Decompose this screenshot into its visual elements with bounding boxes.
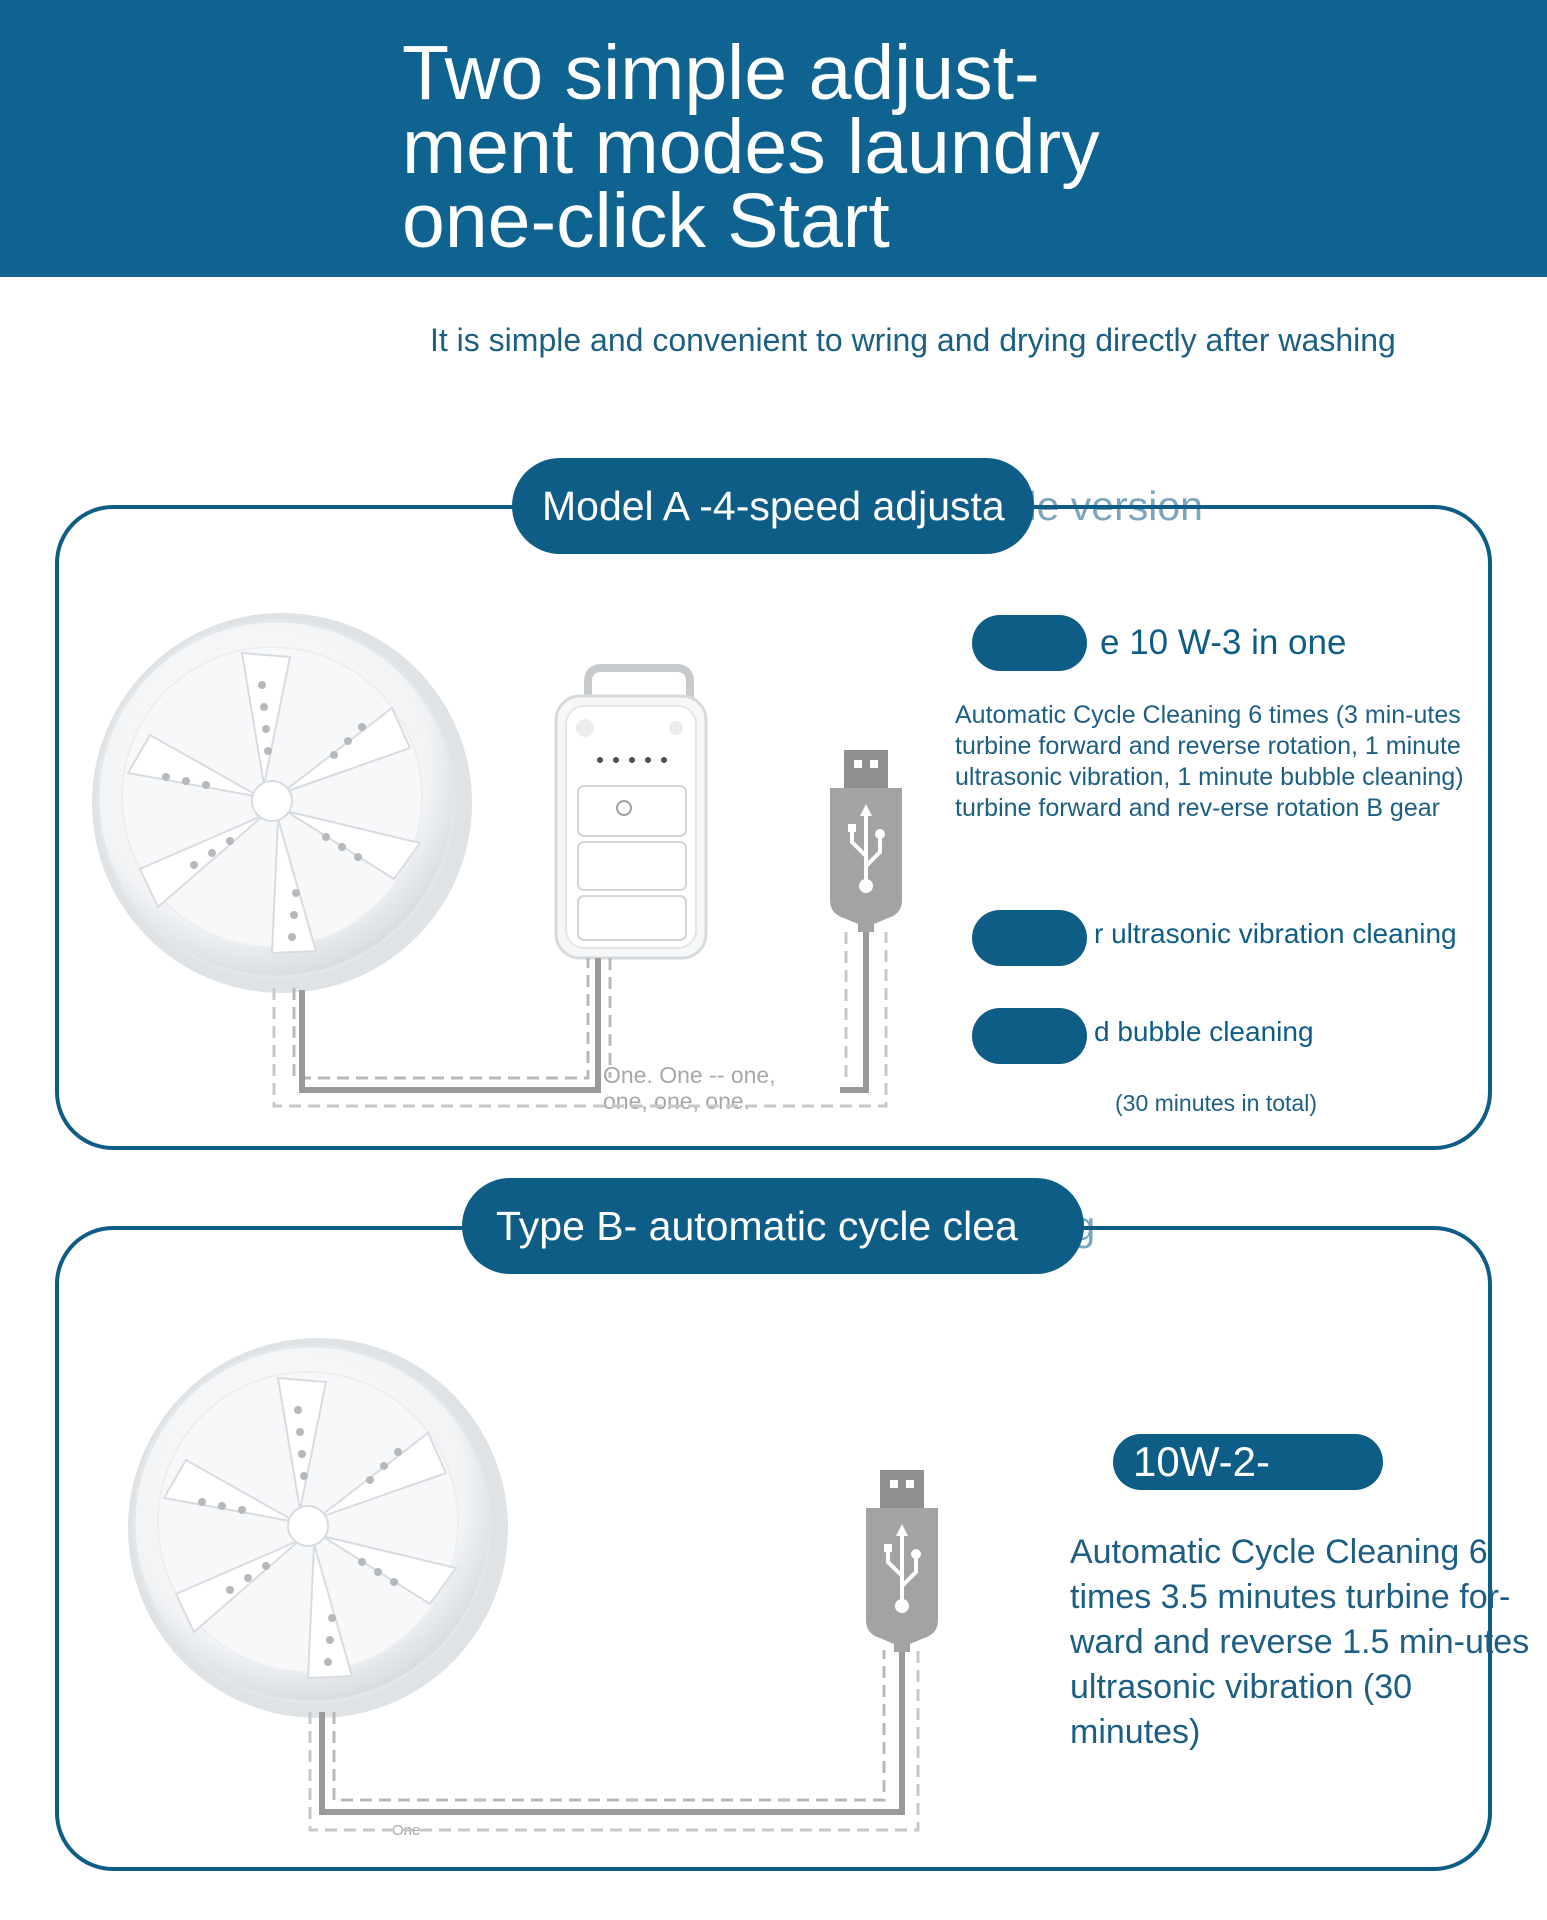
subtitle: It is simple and convenient to wring and drying directly after washing	[430, 322, 1396, 358]
model-b-heading-label: Type B- automatic cycle clea	[496, 1203, 1018, 1249]
model-a-usb-plug-icon	[830, 750, 902, 932]
model-a-tag-2: r ultrasonic vibration cleaning	[1094, 918, 1457, 949]
model-b-heading-label-faded: ning	[1017, 1203, 1096, 1249]
model-a-turbine-washer-icon	[92, 613, 472, 993]
model-a-heading-label-faded: ble version	[1004, 483, 1203, 529]
model-b-tag: 10W-2-	[1113, 1434, 1383, 1490]
model-a-tag-3: d bubble cleaning	[1094, 1016, 1314, 1047]
model-b-usb-plug-icon	[866, 1470, 938, 1652]
model-b-description: Automatic Cycle Cleaning 6 times 3.5 minutes turbine for-ward and reverse 1.5 min-utes ultrasonic vibration (30 minutes)	[1070, 1533, 1530, 1751]
model-b-turbine-washer-icon	[128, 1338, 508, 1718]
model-a-total-time: (30 minutes in total)	[1115, 1090, 1317, 1116]
model-a-control-box-icon	[556, 668, 706, 958]
model-a-caption: One. One -- one, one, one, one.	[603, 1062, 776, 1114]
model-a-heading-label: Model A -4-speed adjusta	[542, 483, 1005, 529]
model-a-tag-1: e 10 W-3 in one	[1100, 623, 1347, 662]
model-b-caption: One	[392, 1822, 421, 1839]
model-a-description: Automatic Cycle Cleaning 6 times (3 min-utes turbine forward and reverse rotation, 1 minute ultrasonic vibration, 1 minute bubble cleaning) turbine forward and rev-erse rotation B gear	[955, 701, 1464, 822]
page-title: Two simple adjust- ment modes laundry one-click Start	[402, 30, 1100, 264]
